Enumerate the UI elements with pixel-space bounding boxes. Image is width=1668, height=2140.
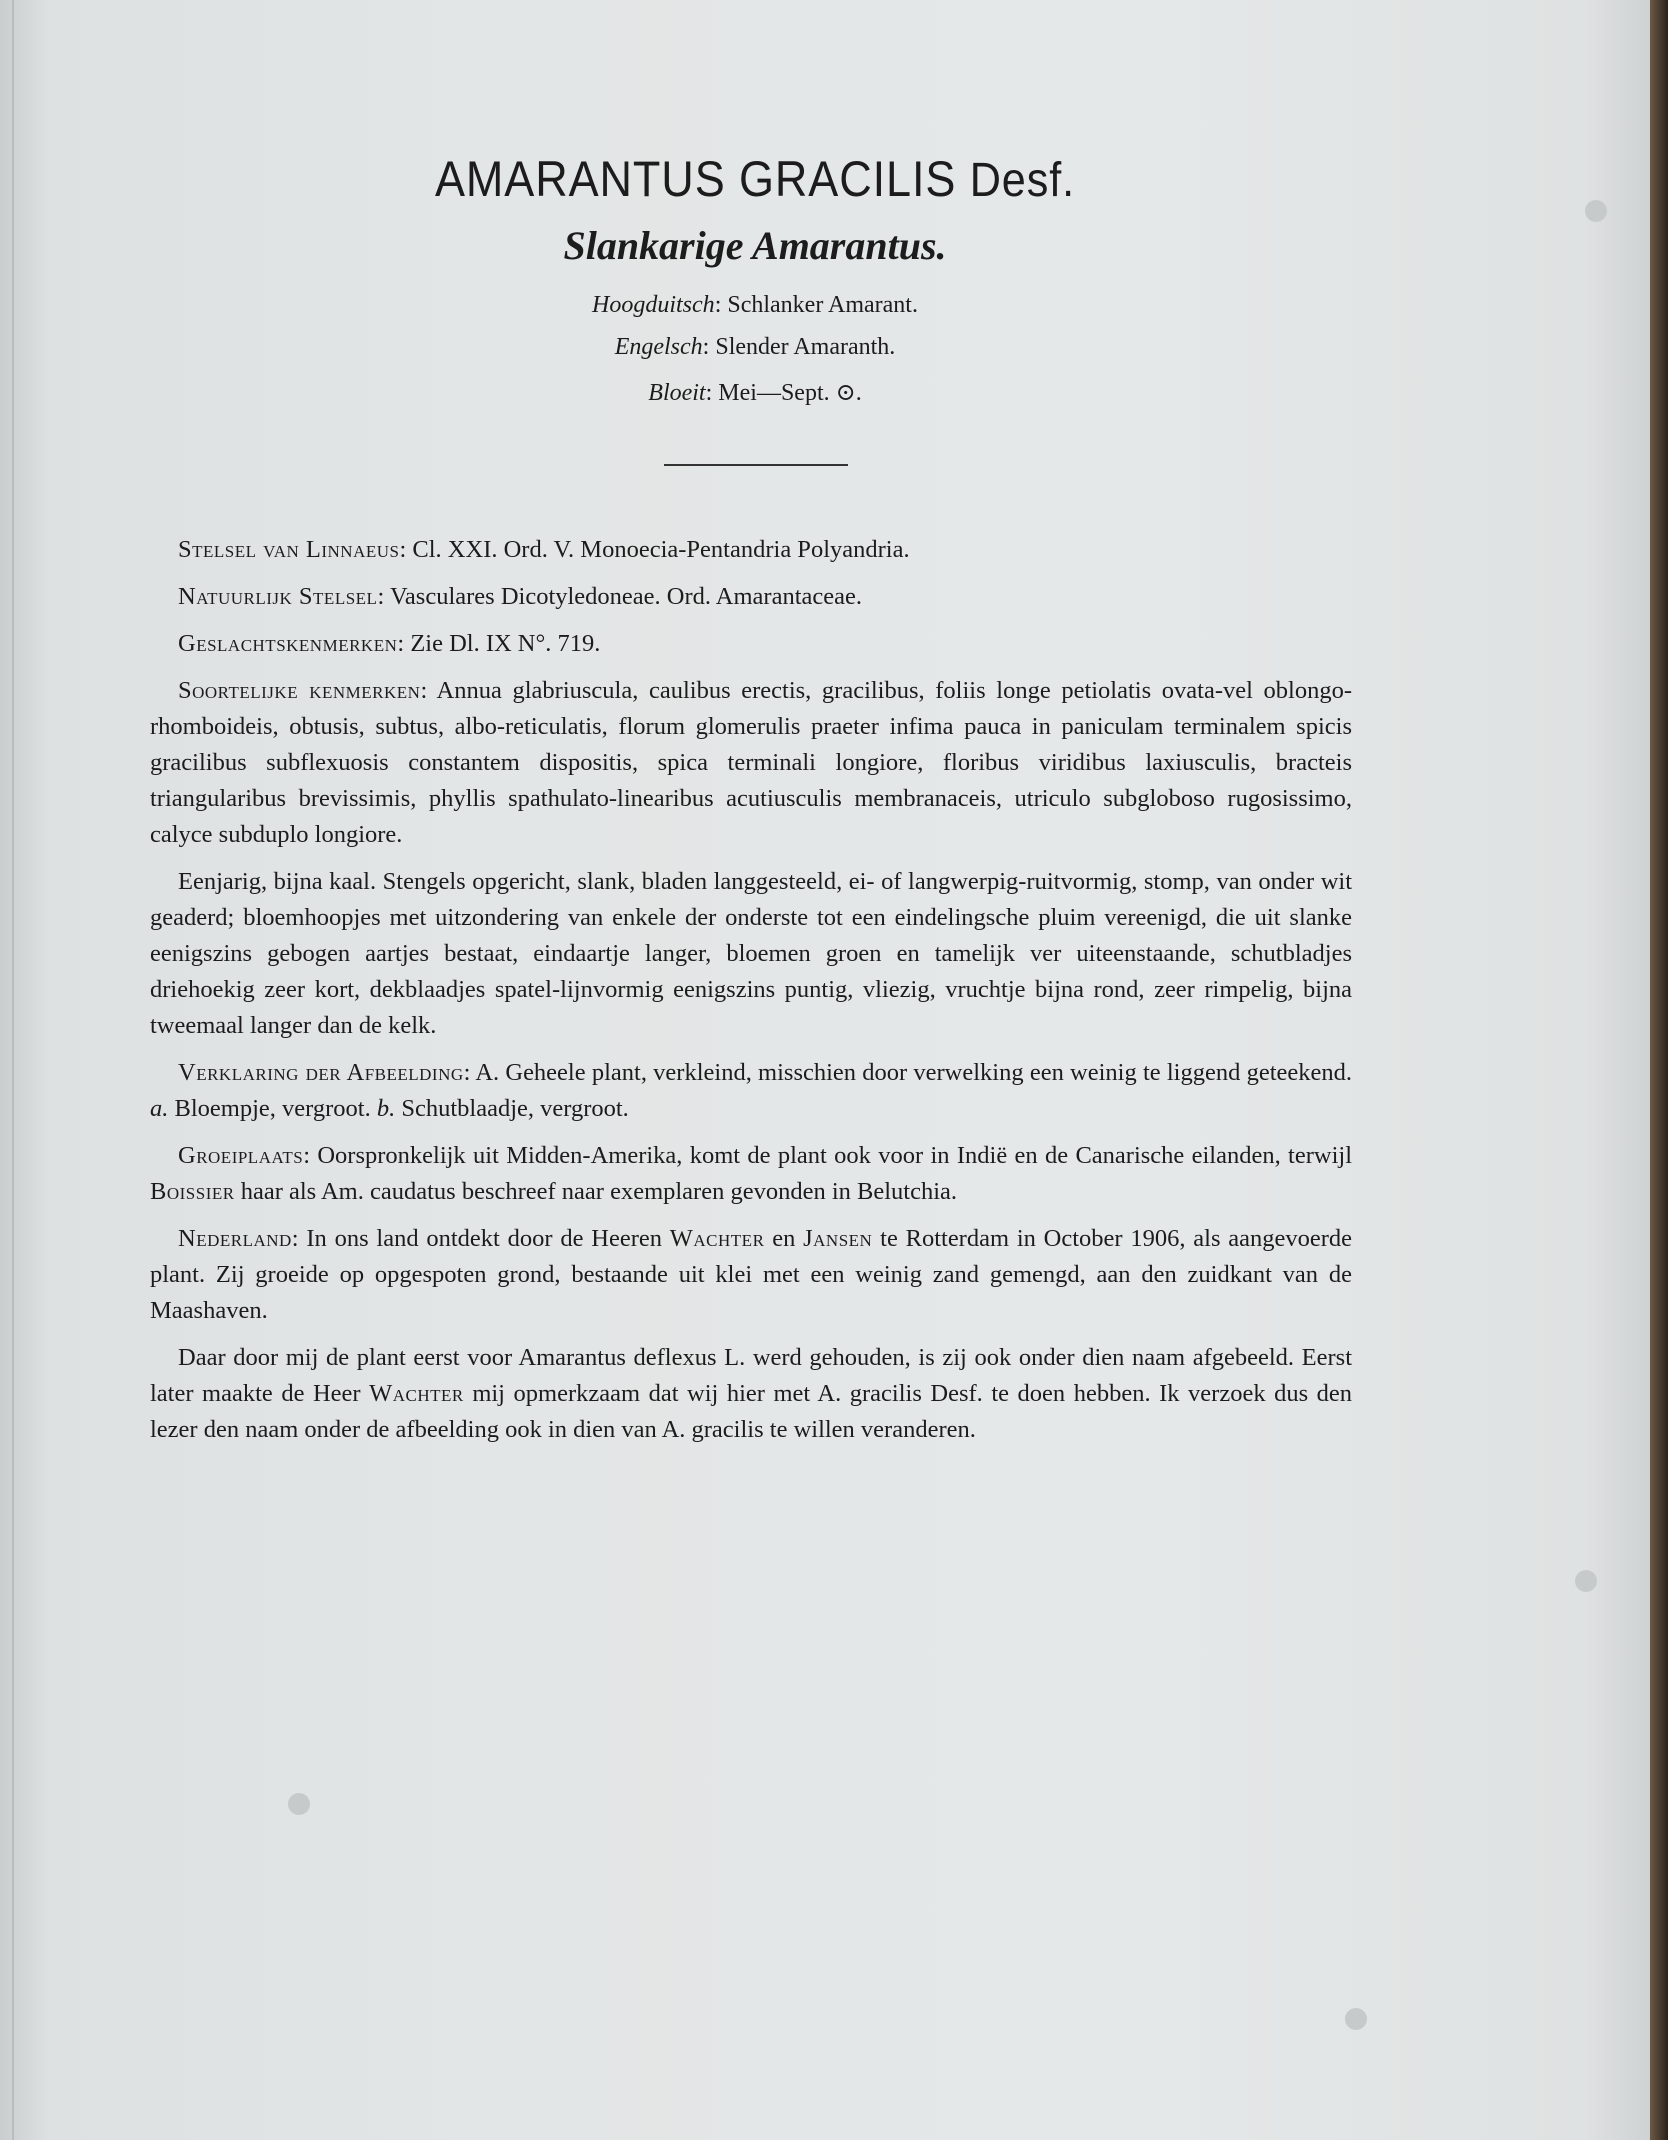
section-closing-note bbox=[150, 1340, 1352, 1448]
name-label: Engelsch bbox=[614, 334, 703, 360]
section-text: mij opmerkzaam dat wij hier met A. gracilis Desf. te doen hebben. Ik verzoek dus den lezer den naam onder de afbeelding ook in dien van A. gracilis te willen veranderen. bbox=[150, 1380, 1353, 1443]
section-text: en bbox=[772, 1225, 796, 1252]
section-text: Oorspronkelijk uit Midden-Amerika, komt de plant ook voor in Indië en de Canarische eilanden, terwijl bbox=[317, 1142, 1352, 1169]
section-text: haar als Am. caudatus beschreef naar exemplaren gevonden in Belutchia. bbox=[240, 1178, 958, 1205]
foxing-spot bbox=[1345, 2008, 1367, 2030]
figure-letter: b. bbox=[376, 1095, 396, 1122]
section-text: Zie Dl. IX N°. 719. bbox=[410, 630, 601, 657]
name-value: Schlanker Amarant. bbox=[727, 292, 918, 318]
section-genus-characters: Geslachtskenmerken: Zie Dl. IX N°. 719. bbox=[178, 630, 601, 657]
page-title bbox=[76, 150, 1435, 208]
section-label: Nederland bbox=[178, 1225, 292, 1252]
foxing-spot bbox=[288, 1793, 310, 1815]
section-text: A. Geheele plant, verkleind, misschien door verwelking een weinig te liggend geteekend. bbox=[475, 1059, 1352, 1086]
section-label: Groeiplaats bbox=[178, 1142, 304, 1169]
section-natural-system: Natuurlijk Stelsel: Vasculares Dicotyledoneae. Ord. Amarantaceae. bbox=[178, 583, 863, 610]
book-binding-edge bbox=[1650, 0, 1668, 2140]
name-label: Hoogduitsch bbox=[592, 292, 715, 318]
section-text: Bloempje, vergroot. bbox=[174, 1095, 371, 1122]
divider-rule bbox=[664, 464, 848, 466]
species-name: AMARANTUS GRACILIS bbox=[434, 151, 957, 207]
page-fold-line bbox=[12, 0, 14, 2140]
section-description: Eenjarig, bijna kaal. Stengels opgericht, slank, bladen langgesteeld, ei- of langwerpig-ruitvormig, stomp, van onder wit geaderd; bloemhoopjes met uitzondering van enkele der onderste tot een eindelingsche pluim vereenigd, die uit slanke eenigszins gebogen aartjes bestaat, eindaartje langer, bloemen groen en tamelijk ver uiteenstaande, schutbladjes driehoekig zeer kort, dekblaadjes spatel-lijnvormig eenigszins puntig, vliezig, vruchtje bijna rond, zeer rimpelig, bijna tweemaal langer dan de kelk. bbox=[150, 868, 1352, 1039]
name-german: Hoogduitsch: Schlanker Amarant. bbox=[592, 292, 918, 318]
section-species-characters: Soortelijke kenmerken: Annua glabriuscula, caulibus erectis, gracilibus, foliis longe petiolatis ovata-vel oblongo-rhomboideis, obtusis, subtus, albo-reticulatis, florum glomerulis praeter infima pauca in paniculam terminalem spicis gracilibus subflexuosis constantem dispositis, spica terminali longiore, floribus viridibus laxiusculis, bracteis triangularibus brevissimis, phyllis spathulato-linearibus acutiusculis membranaceis, utriculo subgloboso rugosissimo, calyce subduplo longiore. bbox=[150, 677, 1352, 848]
section-text: te Rotterdam in October 1906, als aangevoerde plant. Zij groeide op opgespoten grond, bestaande uit klei met een weinig zand gemengd, aan den zuidkant van de Maashaven. bbox=[150, 1225, 1353, 1324]
foxing-spot bbox=[1575, 1570, 1597, 1592]
section-text: Schutblaadje, vergroot. bbox=[401, 1095, 629, 1122]
flowering-period: Bloeit: Mei—Sept. ⊙. bbox=[648, 380, 862, 406]
section-label: Natuurlijk Stelsel bbox=[178, 583, 378, 610]
species-author: Desf. bbox=[969, 154, 1076, 207]
section-label: Geslachtskenmerken bbox=[178, 630, 398, 657]
person-name: Wachter bbox=[369, 1380, 464, 1407]
name-english: Engelsch: Slender Amaranth. bbox=[614, 334, 896, 360]
figure-letter: a. bbox=[150, 1095, 169, 1122]
person-name: Jansen bbox=[803, 1225, 873, 1252]
section-text: Vasculares Dicotyledoneae. Ord. Amarantaceae. bbox=[389, 583, 863, 610]
section-label: Verklaring der Afbeelding bbox=[178, 1059, 464, 1086]
section-text: In ons land ontdekt door de Heeren bbox=[306, 1225, 662, 1252]
vernacular-name: Slankarige Amarantus. bbox=[563, 223, 947, 268]
section-label: Stelsel van Linnaeus bbox=[178, 536, 400, 563]
person-name: Wachter bbox=[669, 1225, 765, 1252]
person-name: Boissier bbox=[150, 1178, 235, 1205]
section-text: Cl. XXI. Ord. V. Monoecia-Pentandria Polyandria. bbox=[412, 536, 910, 563]
section-figure-explanation: Verklaring der Afbeelding: A. Geheele plant, verkleind, misschien door verwelking een weinig te liggend geteekend. a. Bloempje, vergroot. b. Schutblaadje, vergroot. bbox=[150, 1059, 1352, 1122]
name-label: Bloeit bbox=[648, 380, 706, 406]
name-value: Slender Amaranth. bbox=[715, 334, 896, 360]
page-body bbox=[150, 532, 1352, 1459]
section-text: Daar door mij de plant eerst voor Amarantus deflexus L. werd gehouden, is zij ook onder dien naam afgebeeld. Eerst later maakte de Heer bbox=[150, 1344, 1352, 1407]
name-value: Mei—Sept. ⊙. bbox=[718, 380, 862, 406]
section-netherlands: Nederland: In ons land ontdekt door de Heeren Wachter en Jansen te Rotterdam in October 1906, als aangevoerde plant. Zij groeide op opgespoten grond, bestaande uit klei met een weinig zand gemengd, aan den zuidkant van de Maashaven. bbox=[150, 1225, 1353, 1324]
section-linnaeus: Stelsel van Linnaeus: Cl. XXI. Ord. V. Monoecia-Pentandria Polyandria. bbox=[178, 536, 910, 563]
section-text: Annua glabriuscula, caulibus erectis, gracilibus, foliis longe petiolatis ovata-vel oblongo-rhomboideis, obtusis, subtus, albo-reticulatis, florum glomerulis praeter infima pauca in paniculam terminalem spicis gracilibus subflexuosis constantem dispositis, spica terminali longiore, floribus viridibus laxiusculis, bracteis triangularibus brevissimis, phyllis spathulato-linearibus acutiusculis membranaceis, utriculo subgloboso rugosissimo, calyce subduplo longiore. bbox=[150, 677, 1352, 848]
section-label: Soortelijke kenmerken bbox=[178, 677, 421, 704]
section-habitat: Groeiplaats: Oorspronkelijk uit Midden-Amerika, komt de plant ook voor in Indië en de Canarische eilanden, terwijl Boissier haar als Am. caudatus beschreef naar exemplaren gevonden in Belutchia. bbox=[150, 1142, 1352, 1205]
foxing-spot bbox=[1585, 200, 1607, 222]
